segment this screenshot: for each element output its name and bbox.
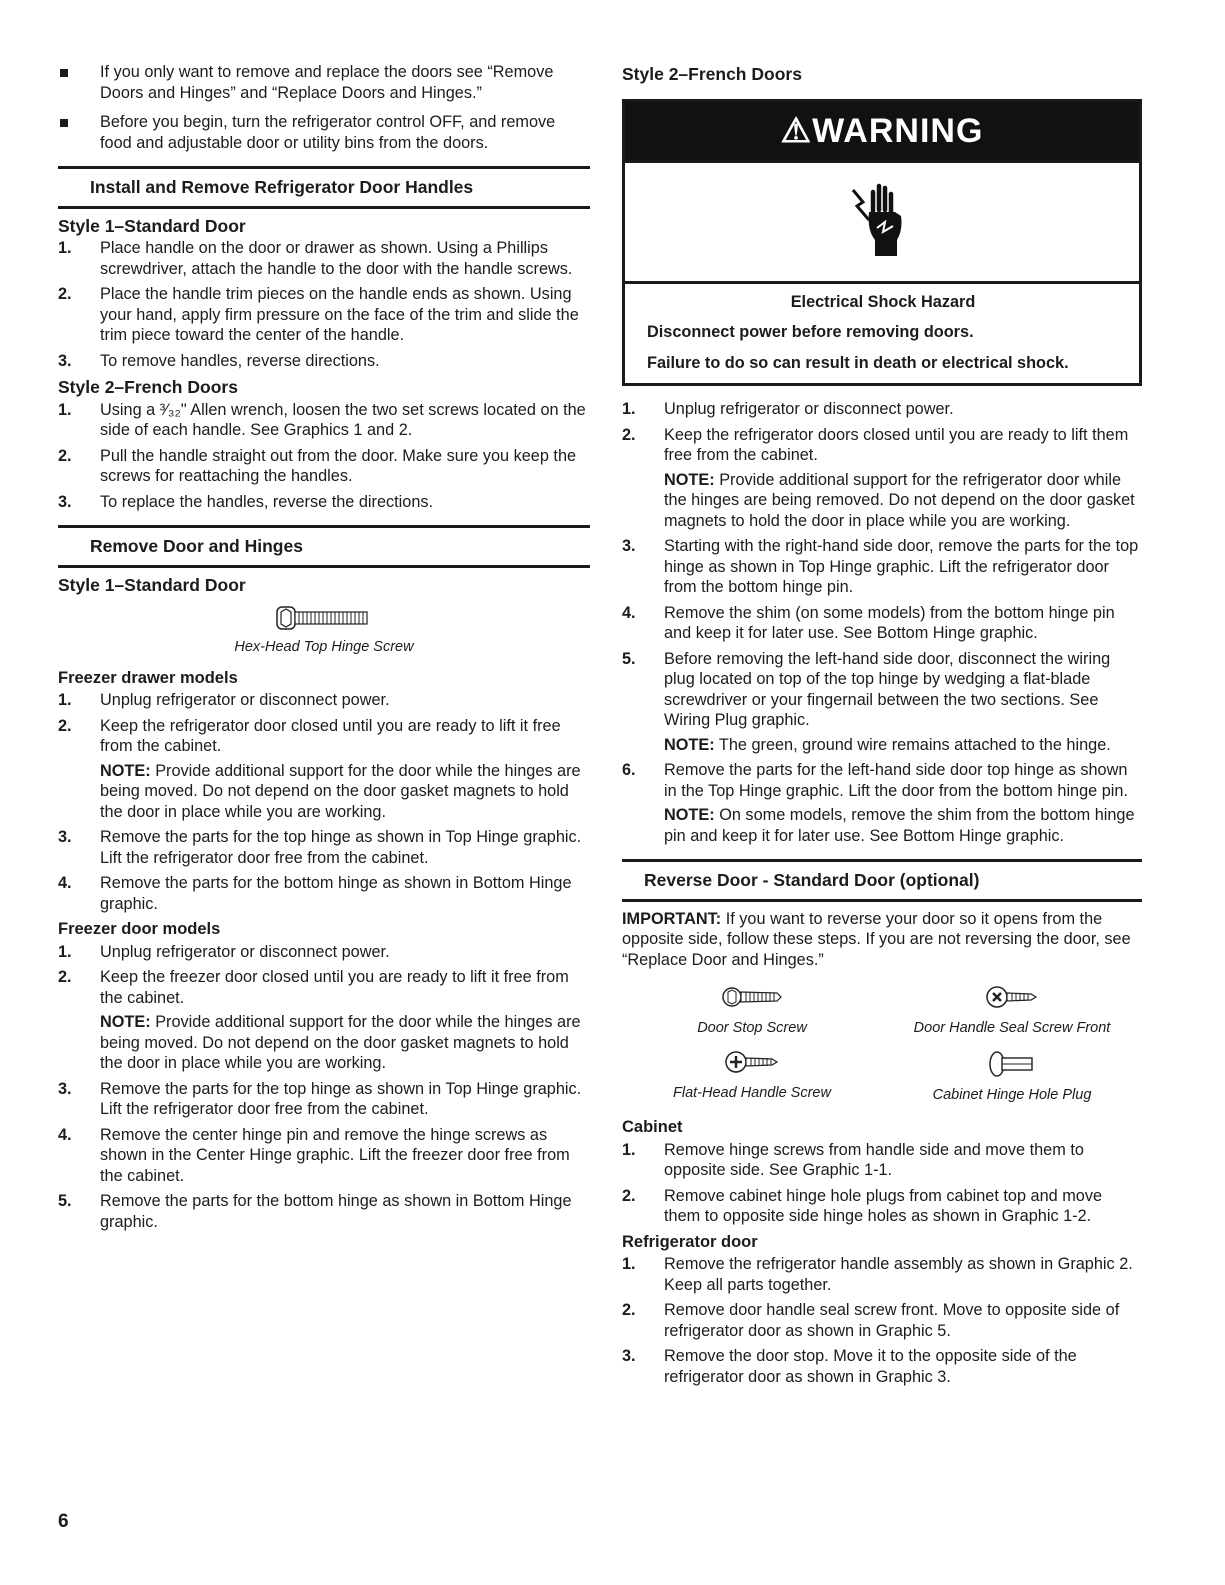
list-item: 3. Remove the door stop. Move it to the opposite side of the refrigerator door as shown in Graphic 3. [622, 1347, 1077, 1386]
hazard-title: Electrical Shock Hazard [790, 292, 976, 311]
list-item: 2. Keep the freezer door closed until you are ready to lift it free from the cabinet. NOTE: Provide additional support for the door while the hinges are being moved. Do not depend on the door gasket magnets to hold the door in place while you are working. [58, 967, 590, 1074]
hex-screw-caption: Hex-Head Top Hinge Screw [234, 639, 414, 655]
note: NOTE: Provide additional support for the refrigerator door while the hinges are being removed. Do not depend on the door gasket magnets to hold the door in place while you are working. [664, 470, 1135, 530]
section-heading-handles: Install and Remove Refrigerator Door Handles [58, 166, 590, 209]
door-stop-screw-icon [721, 984, 783, 1010]
bullet-text: Before you begin, turn the refrigerator control OFF, and remove food and adjustable door or utility bins from the doors. [100, 113, 556, 152]
list-item: 2. Pull the handle straight out from the door. Make sure you keep the screws for reattaching the handles. [58, 446, 577, 485]
note: NOTE: Provide additional support for the door while the hinges are being moved. Do not depend on the door gasket magnets to hold the door in place while you are working. [100, 761, 581, 821]
list-item: 2. Keep the refrigerator doors closed until you are ready to lift them free from the cabinet. NOTE: Provide additional support for the refrigerator door while the hinges are being removed. Do not depend on the door gasket magnets to hold the door in place while you are working. [622, 425, 1142, 532]
list-item: 1. Remove hinge screws from handle side and move them to opposite side. See Graphic 1-1. [622, 1140, 1084, 1179]
list-item: 3. To remove handles, reverse directions. [58, 351, 380, 370]
screw-item [882, 984, 1142, 1039]
electrical-shock-hand-icon [847, 182, 917, 262]
subheading-freezer-door: Freezer door models [58, 920, 221, 938]
screw-item [882, 1049, 1142, 1106]
list-item: 1. Unplug refrigerator or disconnect power. [58, 691, 390, 709]
left-column [58, 62, 590, 1237]
note: NOTE: Provide additional support for the door while the hinges are being moved. Do not depend on the door gasket magnets to hold the door in place while you are working. [100, 1013, 581, 1072]
list-item: 2. Place the handle trim pieces on the handle ends as shown. Using your hand, apply firm pressure on the face of the trim and slide the trim piece toward the center of the handle. [58, 285, 579, 344]
subheading-style1-remove: Style 1–Standard Door [58, 574, 246, 595]
subheading-freezer-drawer: Freezer drawer models [58, 668, 238, 687]
section-heading-remove: Remove Door and Hinges [58, 525, 590, 568]
list-item: 3. Starting with the right-hand side door, remove the parts for the top hinge as shown in Top Hinge graphic. Lift the refrigerator door from the bottom hinge pin. [622, 537, 1139, 596]
subheading-refrigerator-door: Refrigerator door [622, 1232, 758, 1251]
list-item: 5. Remove the parts for the bottom hinge as shown in Bottom Hinge graphic. [58, 1192, 572, 1231]
list-item: 4. Remove the parts for the bottom hinge as shown in Bottom Hinge graphic. [58, 874, 572, 913]
note: NOTE: The green, ground wire remains attached to the hinge. [664, 735, 1111, 754]
intro-bullet [58, 62, 590, 103]
important-paragraph: IMPORTANT: If you want to reverse your door so it opens from the opposite side, follow these steps. If you are not reversing the door, see “Replace Door and Hinges.” [622, 909, 1131, 969]
screw-grid [622, 984, 1142, 1105]
intro-bullet [58, 112, 590, 153]
section-heading-reverse: Reverse Door - Standard Door (optional) [622, 859, 1142, 902]
hazard-line: Disconnect power before removing doors. [647, 323, 974, 341]
subheading-cabinet: Cabinet [622, 1118, 683, 1136]
hazard-line: Failure to do so can result in death or electrical shock. [647, 353, 1069, 372]
screw-caption: Cabinet Hinge Hole Plug [932, 1086, 1092, 1103]
screw-item [622, 984, 882, 1039]
cabinet-hinge-hole-plug-icon [987, 1049, 1037, 1079]
warning-box [622, 99, 1142, 387]
list-item: 6. Remove the parts for the left-hand side door top hinge as shown in the Top Hinge graphic. Lift the door from the bottom hinge pin. NOTE: On some models, remove the shim from the bottom hinge pin and keep it for later use. See Bottom Hinge graphic. [622, 760, 1142, 846]
list-item: 3. Remove the parts for the top hinge as shown in Top Hinge graphic. Lift the refrigerator door free from the cabinet. [58, 1079, 582, 1118]
list-item: 3. Remove the parts for the top hinge as shown in Top Hinge graphic. Lift the refrigerator door free from the cabinet. [58, 828, 582, 867]
right-column [622, 62, 1142, 1392]
screw-caption: Flat-Head Handle Screw [673, 1084, 831, 1101]
list-item: 1. Unplug refrigerator or disconnect power. [58, 942, 390, 961]
hex-head-screw-figure [58, 603, 590, 633]
subheading-style1-handles: Style 1–Standard Door [58, 215, 246, 236]
bullet-square-icon [60, 119, 68, 127]
list-item: 3. To replace the handles, reverse the directions. [58, 492, 434, 511]
flat-head-handle-screw-icon [724, 1049, 780, 1075]
door-handle-seal-screw-icon [985, 984, 1039, 1010]
list-item: 1. Unplug refrigerator or disconnect power. [622, 400, 954, 418]
subheading-style2-handles: Style 2–French Doors [58, 377, 238, 397]
bullet-text: If you only want to remove and replace the doors see “Remove Doors and Hinges” and “Replace Doors and Hinges.” [100, 63, 554, 102]
list-item: 4. Remove the shim (on some models) from the bottom hinge pin and keep it for later use. See Bottom Hinge graphic. [622, 603, 1115, 642]
warning-banner: ⚠WARNING [625, 102, 1139, 163]
list-item: 2. Remove cabinet hinge hole plugs from cabinet top and move them to opposite side hinge holes as shown in Graphic 1-2. [622, 1186, 1103, 1225]
screw-item [622, 1049, 882, 1106]
list-item: 1. Remove the refrigerator handle assembly as shown in Graphic 2. Keep all parts together. [622, 1255, 1133, 1294]
list-item: 1. Place handle on the door or drawer as shown. Using a Phillips screwdriver, attach the handle to the door with the handle screws. [58, 239, 573, 278]
list-item: 1. Using a ³⁄₃₂" Allen wrench, loosen the two set screws located on the side of each handle. See Graphics 1 and 2. [58, 400, 586, 439]
page-number: 6 [58, 1511, 69, 1532]
hex-head-screw-icon [274, 603, 374, 633]
screw-caption: Door Stop Screw [697, 1020, 807, 1036]
list-item: 4. Remove the center hinge pin and remove the hinge screws as shown in the Center Hinge graphic. Lift the freezer door free from the cabinet. [58, 1125, 570, 1185]
screw-caption: Door Handle Seal Screw Front [913, 1020, 1111, 1036]
bullet-square-icon [60, 69, 68, 77]
list-item: 2. Remove door handle seal screw front. Move to opposite side of refrigerator door as shown in Graphic 5. [622, 1301, 1120, 1340]
note: NOTE: On some models, remove the shim from the bottom hinge pin and keep it for later use. See Bottom Hinge graphic. [664, 806, 1135, 845]
list-item: 2. Keep the refrigerator door closed until you are ready to lift it free from the cabinet. NOTE: Provide additional support for the door while the hinges are being moved. Do not depend on the door gasket magnets to hold the door in place while you are working. [58, 716, 590, 823]
list-item: 5. Before removing the left-hand side door, disconnect the wiring plug located on top of the top hinge by wedging a flat-blade screwdriver or your fingernail between the two sections. See Wiring Plug graphic. NOTE: The green, ground wire remains attached to the hinge. [622, 649, 1142, 756]
subheading-french-doors: Style 2–French Doors [622, 64, 802, 84]
